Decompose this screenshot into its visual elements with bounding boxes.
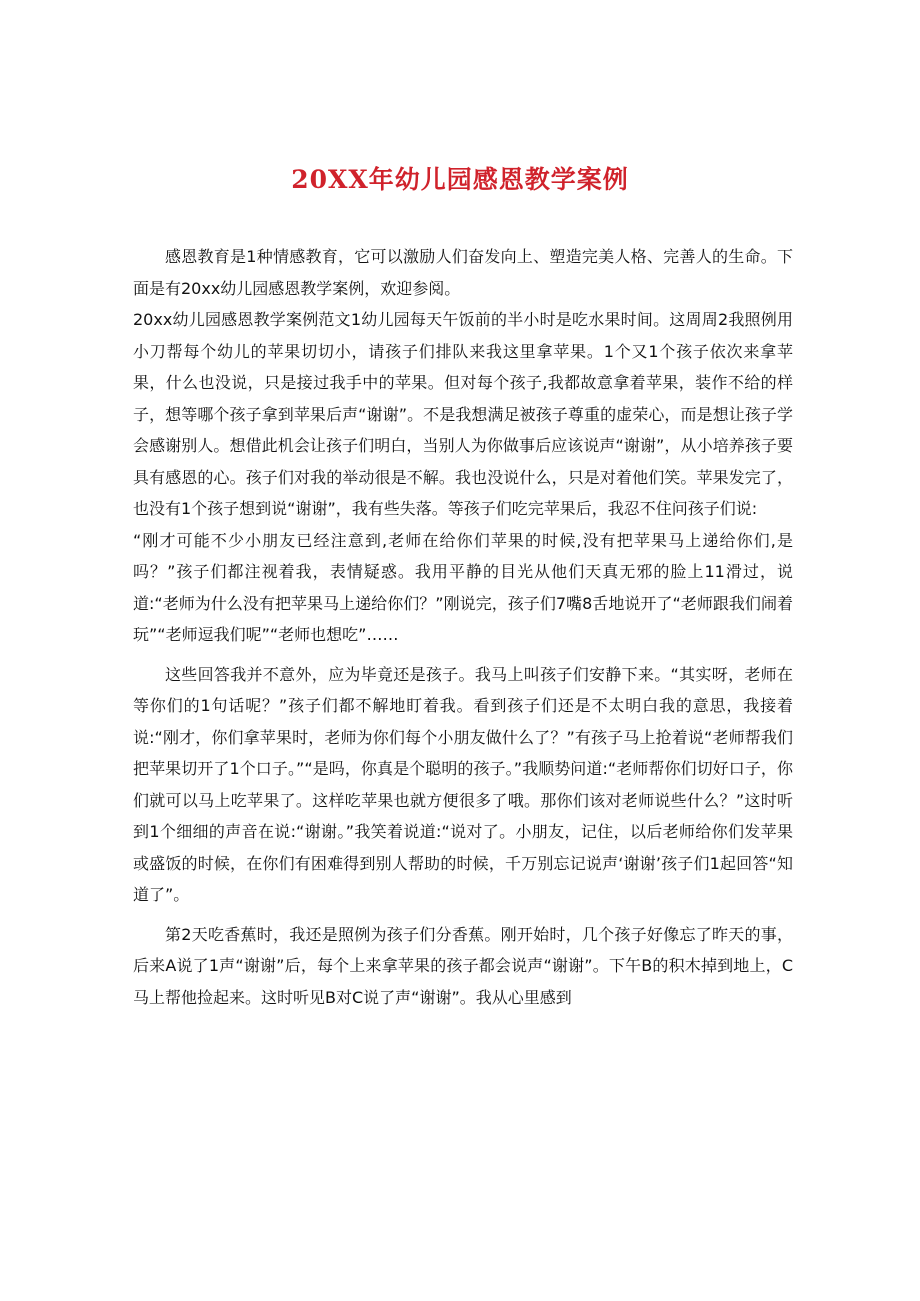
document-body [133,241,793,1013]
paragraph-next-day: 第2天吃香蕉时，我还是照例为孩子们分香蕉。刚开始时，几个孩子好像忘了昨天的事，后来A说了1声“谢谢”后，每个上来拿苹果的孩子都会说声“谢谢”。下午B的积木掉到地上，C马上帮他捡起来。这时听见B对C说了声“谢谢”。我从心里感到 [133,924,793,1007]
paragraph-dialogue: “刚才可能不少小朋友已经注意到,老师在给你们苹果的时候,没有把苹果马上递给你们,是吗？”孩子们都注视着我，表情疑惑。我用平静的目光从他们天真无邪的脸上11滑过，说道:“老师为什么没有把苹果马上递给你们？”刚说完，孩子们7嘴8舌地说开了“老师跟我们闹着玩”“老师逗我们呢”“老师也想吃”…… [133,530,793,644]
paragraph-case-1: 20xx幼儿园感恩教学案例范文1幼儿园每天午饭前的半小时是吃水果时间。这周周2我照例用小刀帮每个幼儿的苹果切切小，请孩子们排队来我这里拿苹果。1个又1个孩子依次来拿苹果，什么也没说，只是接过我手中的苹果。但对每个孩子,我都故意拿着苹果，装作不给的样子，想等哪个孩子拿到苹果后声“谢谢”。不是我想满足被孩子尊重的虚荣心，而是想让孩子学会感谢别人。想借此机会让孩子们明白，当别人为你做事后应该说声“谢谢”，从小培养孩子要具有感恩的心。孩子们对我的举动很是不解。我也没说什么，只是对着他们笑。苹果发完了，也没有1个孩子想到说“谢谢”，我有些失落。等孩子们吃完苹果后，我忍不住问孩子们说: [133,310,793,518]
document-title: 20XX年幼儿园感恩教学案例 [291,165,629,194]
paragraph-response: 这些回答我并不意外，应为毕竟还是孩子。我马上叫孩子们安静下来。“其实呀，老师在等你们的1句话呢？”孩子们都不解地盯着我。看到孩子们还是不太明白我的意思，我接着说:“刚才，你们拿苹果时，老师为你们每个小朋友做什么了？”有孩子马上抢着说“老师帮我们把苹果切开了1个口子。”“是吗，你真是个聪明的孩子。”我顺势问道:“老师帮你们切好口子，你们就可以马上吃苹果了。这样吃苹果也就方便很多了哦。那你们该对老师说些什么？”这时听到1个细细的声音在说:“谢谢。”我笑着说道:“说对了。小朋友，记住，以后老师给你们发苹果或盛饭的时候，在你们有困难得到别人帮助的时候，千万别忘记说声‘谢谢’孩子们1起回答“知道了”。 [133,664,793,904]
paragraph-intro: 感恩教育是1种情感教育，它可以激励人们奋发向上、塑造完美人格、完善人的生命。下面是有20xx幼儿园感恩教学案例，欢迎参阅。 [133,247,793,298]
